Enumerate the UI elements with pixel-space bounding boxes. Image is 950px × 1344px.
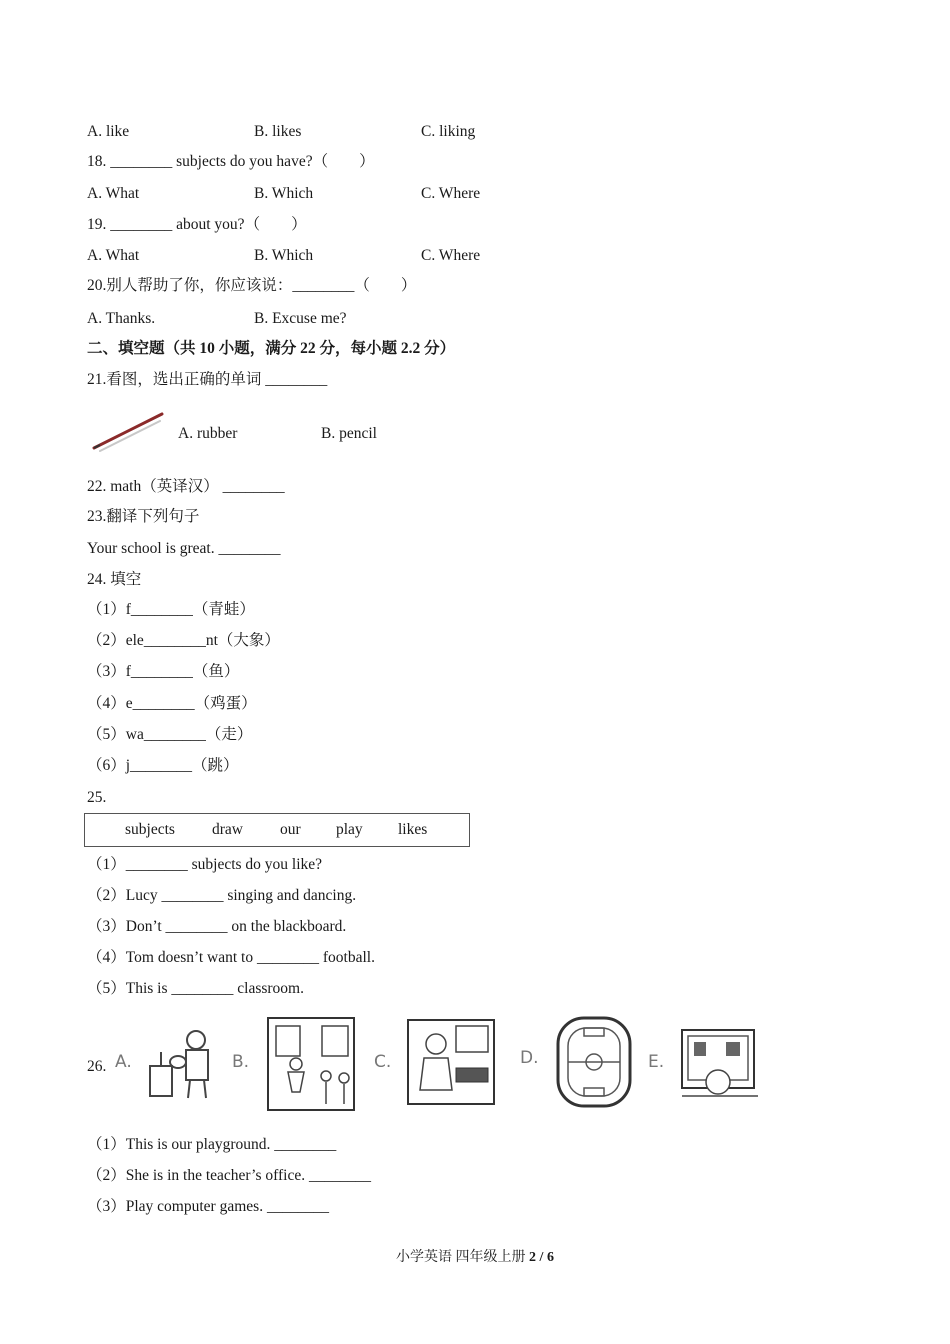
section-2-heading: 二、填空题（共 10 小题，满分 22 分，每小题 2.2 分） xyxy=(87,340,456,357)
q24-stem: 24. 填空 xyxy=(87,571,142,588)
q23-sentence: Your school is great. ________ xyxy=(87,540,281,557)
footer-text: 小学英语 四年级上册 xyxy=(396,1250,530,1265)
girl-in-room-icon xyxy=(406,1018,496,1106)
q20-stem: 20.别人帮助了你，你应该说：________（ ） xyxy=(87,277,417,294)
q19-option-c: C. Where xyxy=(421,247,481,264)
q26-number: 26. xyxy=(87,1058,107,1075)
word-bank-item: play xyxy=(336,821,363,838)
q24-item: （6）j________（跳） xyxy=(87,757,239,774)
q24-item: （3）f________（鱼） xyxy=(87,663,240,680)
page-separator: / xyxy=(536,1250,547,1265)
boy-cooking-icon xyxy=(146,1022,226,1100)
q22-stem: 22. math（英译汉） ________ xyxy=(87,478,285,495)
q26-picture-label: B. xyxy=(232,1052,250,1072)
q24-item: （1）f________（青蛙） xyxy=(87,601,255,618)
q18-stem: 18. ________ subjects do you have?（ ） xyxy=(87,153,375,170)
word-bank-item: our xyxy=(280,821,301,838)
teachers-office-icon xyxy=(266,1016,356,1112)
q26-item: （2）She is in the teacher’s office. ________ xyxy=(87,1167,371,1184)
q25-item: （4）Tom doesn’t want to ________ football. xyxy=(87,949,375,966)
word-bank-item: likes xyxy=(398,821,428,838)
q18-option-a: A. What xyxy=(87,185,140,202)
q25-item: （5）This is ________ classroom. xyxy=(87,980,304,997)
q19-option-b: B. Which xyxy=(254,247,314,264)
page-number: 2 xyxy=(529,1250,537,1265)
q26-item: （1）This is our playground. ________ xyxy=(87,1136,337,1153)
computer-games-icon xyxy=(678,1026,762,1100)
q21-option-b: B. pencil xyxy=(321,425,377,442)
q20-option-a: A. Thanks. xyxy=(87,310,156,327)
word-bank-item: subjects xyxy=(125,821,175,838)
q17-option-b: B. likes xyxy=(254,123,302,140)
playground-icon xyxy=(552,1014,636,1110)
q25-item: （2）Lucy ________ singing and dancing. xyxy=(87,887,357,904)
q24-item: （2）ele________nt（大象） xyxy=(87,632,280,649)
q26-picture-label: A. xyxy=(115,1052,132,1072)
q25-number: 25. xyxy=(87,789,107,806)
q26-picture-label: D. xyxy=(520,1048,539,1068)
q19-stem: 19. ________ about you?（ ） xyxy=(87,216,307,233)
pencil-icon xyxy=(90,408,170,454)
q17-option-c: C. liking xyxy=(421,123,476,140)
q18-option-c: C. Where xyxy=(421,185,481,202)
q21-option-a: A. rubber xyxy=(178,425,238,442)
q18-option-b: B. Which xyxy=(254,185,314,202)
q24-item: （5）wa________（走） xyxy=(87,726,253,743)
q25-item: （1）________ subjects do you like? xyxy=(87,856,323,873)
q23-stem: 23.翻译下列句子 xyxy=(87,508,200,525)
q17-option-a: A. like xyxy=(87,123,130,140)
q26-picture-label: C. xyxy=(374,1052,392,1072)
q26-item: （3）Play computer games. ________ xyxy=(87,1198,329,1215)
q25-word-bank xyxy=(84,813,470,847)
page-total: 6 xyxy=(546,1250,554,1265)
q20-option-b: B. Excuse me? xyxy=(254,310,347,327)
q19-option-a: A. What xyxy=(87,247,140,264)
q21-stem: 21.看图，选出正确的单词 ________ xyxy=(87,371,328,388)
q25-item: （3）Don’t ________ on the blackboard. xyxy=(87,918,347,935)
q24-item: （4）e________（鸡蛋） xyxy=(87,695,257,712)
page-footer xyxy=(0,1246,950,1266)
q26-picture-label: E. xyxy=(648,1052,665,1072)
word-bank-item: draw xyxy=(212,821,243,838)
